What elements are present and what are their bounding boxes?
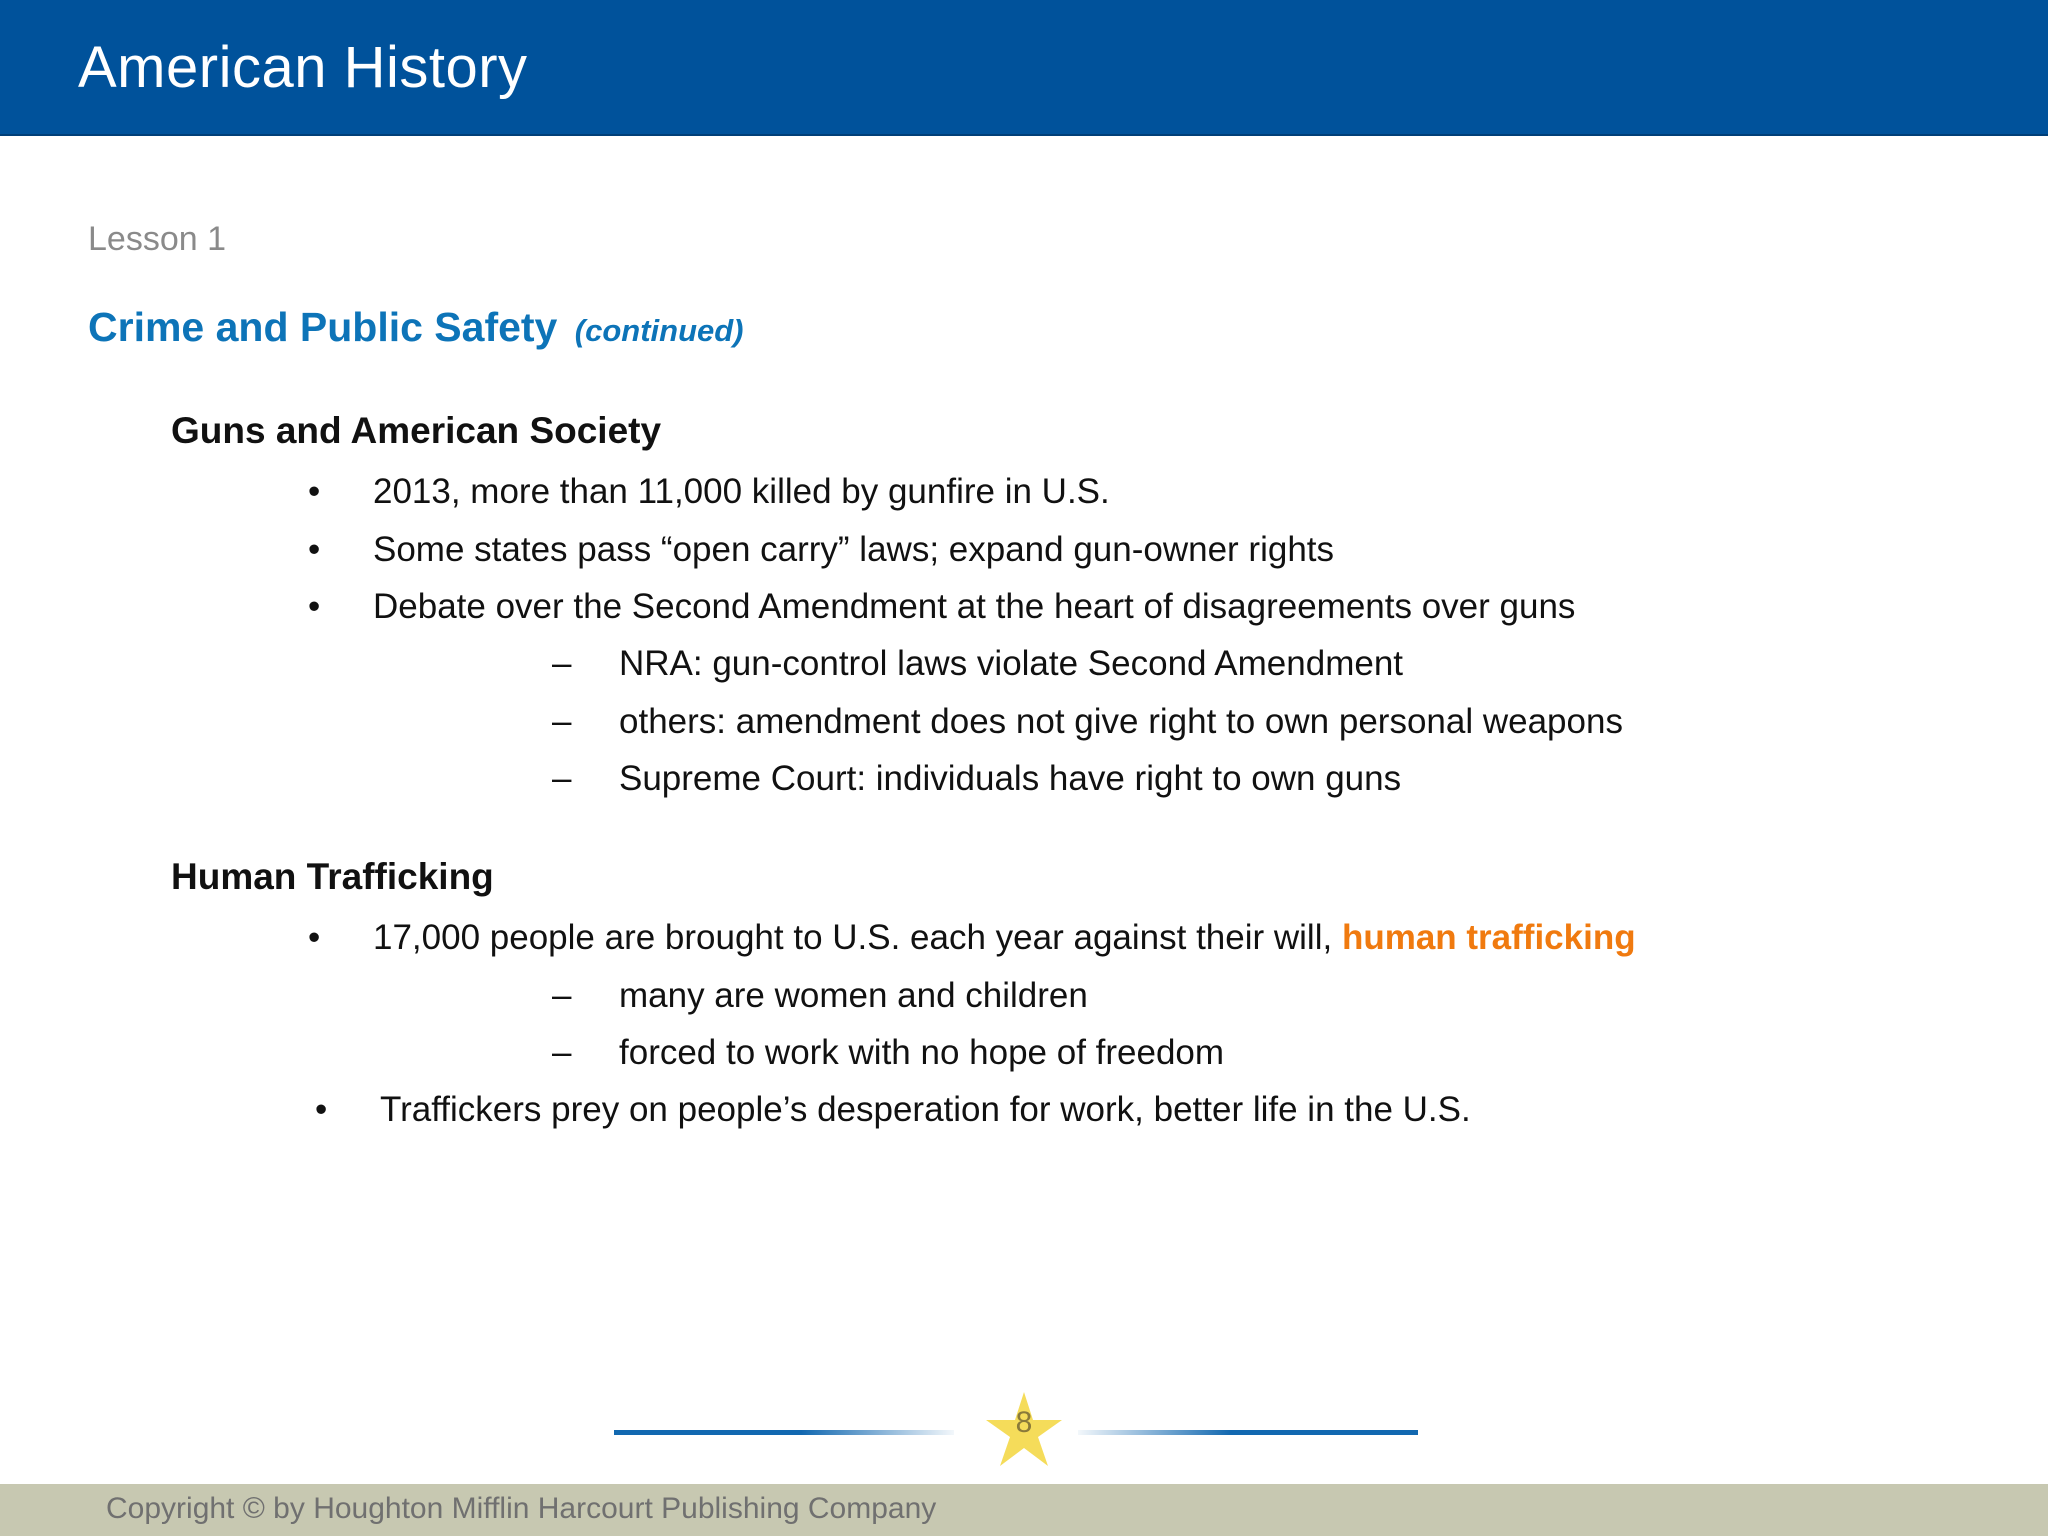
key-term-human-trafficking: human trafficking xyxy=(1341,918,1636,957)
footer-rule-right xyxy=(1078,1430,1418,1435)
copyright-notice: Copyright © by Houghton Mifflin Harcourt Publishing Company xyxy=(106,1492,937,1525)
dash-marker: – xyxy=(552,702,572,741)
trafficking-heading: Human Trafficking xyxy=(171,856,494,897)
dash-marker: – xyxy=(552,644,572,683)
footer-bar xyxy=(0,1484,2048,1536)
trafficking-subbullet-2: forced to work with no hope of freedom xyxy=(619,1033,1225,1072)
bullet-marker: • xyxy=(315,1090,328,1129)
lesson-label: Lesson 1 xyxy=(88,220,226,258)
trafficking-subbullet-1: many are women and children xyxy=(619,976,1088,1015)
course-title: American History xyxy=(78,35,528,100)
guns-bullet-3: Debate over the Second Amendment at the heart of disagreements over guns xyxy=(373,587,1576,626)
page-star xyxy=(982,1388,1066,1472)
bullet-marker: • xyxy=(308,587,321,626)
continued-label: (continued) xyxy=(574,313,744,348)
dash-marker: – xyxy=(552,759,572,798)
dash-marker: – xyxy=(552,1033,572,1072)
title-bar xyxy=(0,0,2048,136)
guns-subbullet-1: NRA: gun-control laws violate Second Amendment xyxy=(619,644,1404,683)
bullet-marker: • xyxy=(308,530,321,569)
dash-marker: – xyxy=(552,976,572,1015)
guns-subbullet-2: others: amendment does not give right to own personal weapons xyxy=(619,702,1623,741)
bullet-marker: • xyxy=(308,472,321,511)
trafficking-bullet-1 xyxy=(373,918,1636,958)
trafficking-bullet-1-text: 17,000 people are brought to U.S. each year against their will, xyxy=(373,918,1342,957)
guns-bullet-1: 2013, more than 11,000 killed by gunfire in U.S. xyxy=(373,472,1110,511)
section-title xyxy=(88,304,744,351)
guns-subbullet-3: Supreme Court: individuals have right to own guns xyxy=(619,759,1402,798)
trafficking-bullet-2: Traffickers prey on people’s desperation for work, better life in the U.S. xyxy=(380,1090,1471,1129)
guns-bullet-2: Some states pass “open carry” laws; expand gun-owner rights xyxy=(373,530,1335,569)
guns-heading: Guns and American Society xyxy=(171,410,662,451)
section-title-text: Crime and Public Safety xyxy=(88,304,558,350)
page-number: 8 xyxy=(1015,1406,1033,1439)
footer-rule-left xyxy=(614,1430,954,1435)
bullet-marker: • xyxy=(308,918,321,957)
